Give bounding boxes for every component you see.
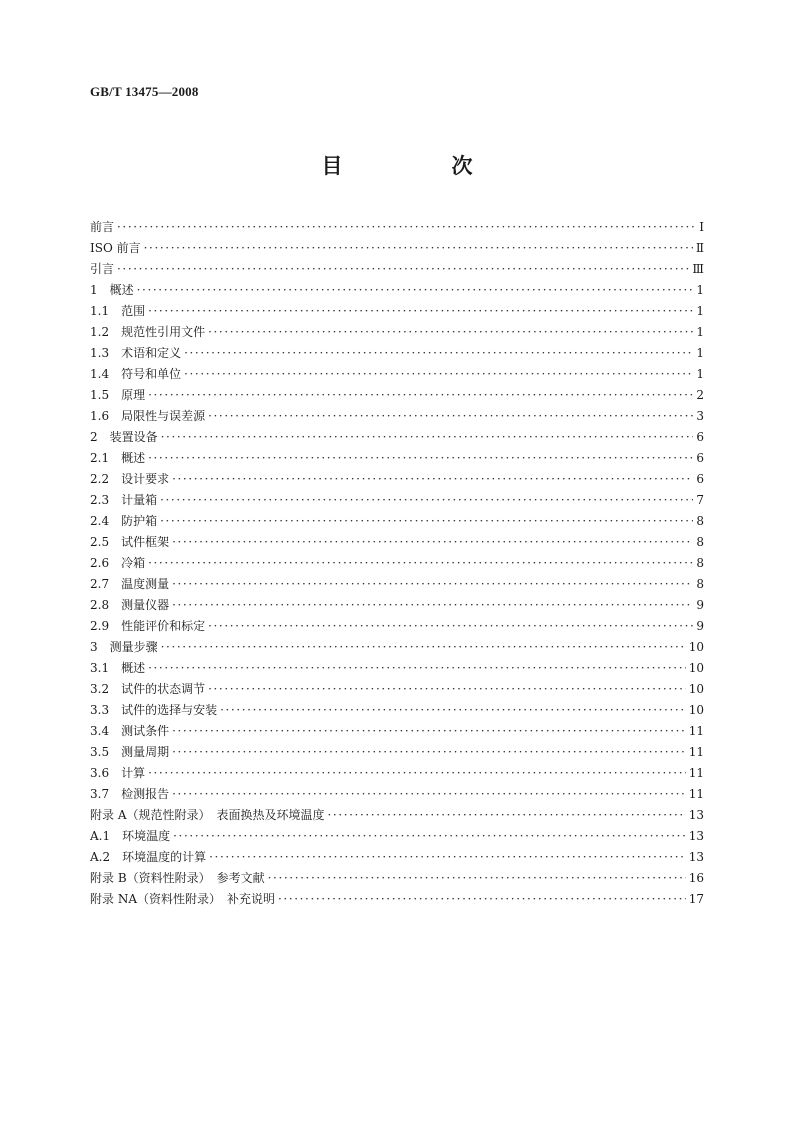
- toc-entry[interactable]: [90, 511, 704, 532]
- toc-entry-page-number: Ⅱ: [695, 241, 704, 255]
- toc-dot-leader: [209, 847, 686, 868]
- toc-entry[interactable]: [90, 406, 704, 427]
- toc-entry[interactable]: [90, 301, 704, 322]
- toc-entry-page-number: 13: [688, 850, 704, 864]
- toc-entry[interactable]: [90, 259, 704, 280]
- toc-entry[interactable]: [90, 322, 704, 343]
- toc-entry-page-number: 10: [688, 640, 704, 654]
- toc-entry[interactable]: [90, 784, 704, 805]
- toc-entry[interactable]: [90, 238, 704, 259]
- toc-dot-leader: [160, 511, 693, 532]
- toc-dot-leader: [148, 448, 693, 469]
- toc-dot-leader: [172, 532, 693, 553]
- toc-entry-page-number: 11: [688, 787, 704, 801]
- toc-entry-label: 1.5 原理: [90, 388, 146, 402]
- toc-entry[interactable]: [90, 595, 704, 616]
- toc-entry-label: 1.3 术语和定义: [90, 346, 182, 360]
- toc-entry-label: A.2 环境温度的计算: [90, 850, 207, 864]
- toc-dot-leader: [148, 763, 686, 784]
- toc-entry[interactable]: [90, 427, 704, 448]
- toc-entry[interactable]: [90, 364, 704, 385]
- toc-entry-label: 1 概述: [90, 283, 134, 297]
- toc-dot-leader: [117, 217, 696, 238]
- toc-entry-page-number: 16: [688, 871, 704, 885]
- page-title: 目 次: [321, 153, 517, 178]
- toc-dot-leader: [137, 280, 694, 301]
- toc-dot-leader: [172, 721, 686, 742]
- toc-dot-leader: [208, 406, 693, 427]
- toc-entry[interactable]: [90, 847, 704, 868]
- toc-entry-label: 2 装置设备: [90, 430, 158, 444]
- toc-dot-leader: [160, 490, 693, 511]
- toc-entry-page-number: 11: [688, 724, 704, 738]
- toc-entry[interactable]: [90, 742, 704, 763]
- toc-dot-leader: [117, 259, 689, 280]
- table-of-contents: [90, 217, 704, 910]
- toc-dot-leader: [172, 595, 693, 616]
- toc-entry-page-number: 1: [696, 304, 704, 318]
- toc-dot-leader: [172, 469, 693, 490]
- toc-dot-leader: [172, 742, 686, 763]
- toc-entry-page-number: 10: [688, 682, 704, 696]
- toc-entry-page-number: 9: [696, 619, 704, 633]
- toc-entry[interactable]: [90, 385, 704, 406]
- toc-entry[interactable]: [90, 868, 704, 889]
- toc-dot-leader: [184, 364, 693, 385]
- toc-entry-page-number: 10: [688, 703, 704, 717]
- toc-entry-label: 2.5 试件框架: [90, 535, 170, 549]
- toc-entry-page-number: 13: [688, 808, 704, 822]
- toc-entry-page-number: 1: [696, 367, 704, 381]
- toc-entry[interactable]: [90, 574, 704, 595]
- toc-entry[interactable]: [90, 469, 704, 490]
- toc-dot-leader: [327, 805, 685, 826]
- toc-dot-leader: [208, 616, 693, 637]
- toc-dot-leader: [148, 385, 693, 406]
- toc-entry-label: 1.1 范围: [90, 304, 146, 318]
- toc-dot-leader: [172, 574, 693, 595]
- toc-entry-label: 前言: [90, 220, 115, 234]
- toc-entry[interactable]: [90, 280, 704, 301]
- toc-entry-label: 附录 A（规范性附录） 表面换热及环境温度: [90, 808, 325, 822]
- toc-dot-leader: [278, 889, 686, 910]
- toc-entry[interactable]: [90, 889, 704, 910]
- toc-dot-leader: [148, 658, 686, 679]
- toc-entry[interactable]: [90, 490, 704, 511]
- toc-dot-leader: [161, 427, 694, 448]
- toc-entry-label: 引言: [90, 262, 115, 276]
- toc-dot-leader: [208, 322, 693, 343]
- toc-entry-page-number: 6: [696, 472, 704, 486]
- toc-entry-page-number: Ⅰ: [699, 220, 704, 234]
- toc-entry-page-number: 10: [688, 661, 704, 675]
- toc-entry-page-number: 17: [688, 892, 704, 906]
- toc-entry-label: 2.8 测量仪器: [90, 598, 170, 612]
- toc-entry-page-number: 13: [688, 829, 704, 843]
- toc-entry-label: 2.4 防护箱: [90, 514, 158, 528]
- toc-dot-leader: [148, 553, 693, 574]
- toc-entry-page-number: 6: [696, 451, 704, 465]
- toc-entry-label: 2.3 计量箱: [90, 493, 158, 507]
- toc-dot-leader: [148, 301, 693, 322]
- toc-entry-label: 2.6 冷箱: [90, 556, 146, 570]
- toc-entry-label: 2.9 性能评价和标定: [90, 619, 206, 633]
- toc-entry-label: 3.5 测量周期: [90, 745, 170, 759]
- toc-entry-page-number: 7: [696, 493, 704, 507]
- toc-entry-page-number: 1: [696, 283, 704, 297]
- toc-entry[interactable]: [90, 679, 704, 700]
- toc-dot-leader: [208, 679, 686, 700]
- toc-entry-page-number: 2: [696, 388, 704, 402]
- toc-dot-leader: [268, 868, 686, 889]
- standard-code: GB/T 13475—2008: [90, 84, 199, 99]
- toc-entry[interactable]: [90, 637, 704, 658]
- toc-entry-label: 附录 B（资料性附录） 参考文献: [90, 871, 265, 885]
- toc-entry-page-number: 9: [696, 598, 704, 612]
- toc-entry[interactable]: [90, 532, 704, 553]
- toc-entry[interactable]: [90, 826, 704, 847]
- toc-entry[interactable]: [90, 763, 704, 784]
- toc-entry-label: 3 测量步骤: [90, 640, 158, 654]
- toc-entry-label: ISO 前言: [90, 241, 141, 255]
- toc-entry-label: 附录 NA（资料性附录） 补充说明: [90, 892, 275, 906]
- toc-entry-label: 1.6 局限性与误差源: [90, 409, 206, 423]
- toc-entry-label: 3.2 试件的状态调节: [90, 682, 206, 696]
- toc-entry[interactable]: [90, 343, 704, 364]
- toc-entry-label: 2.2 设计要求: [90, 472, 170, 486]
- toc-entry[interactable]: [90, 721, 704, 742]
- toc-entry-label: A.1 环境温度: [90, 829, 171, 843]
- toc-dot-leader: [184, 343, 693, 364]
- toc-dot-leader: [172, 784, 686, 805]
- toc-entry-label: 3.6 计算: [90, 766, 146, 780]
- toc-entry[interactable]: [90, 217, 704, 238]
- toc-entry[interactable]: [90, 805, 704, 826]
- toc-entry-label: 2.7 温度测量: [90, 577, 170, 591]
- toc-dot-leader: [144, 238, 693, 259]
- toc-dot-leader: [173, 826, 686, 847]
- toc-entry-page-number: 3: [696, 409, 704, 423]
- toc-entry-label: 1.2 规范性引用文件: [90, 325, 206, 339]
- toc-entry-page-number: 6: [696, 430, 704, 444]
- toc-entry-page-number: 8: [696, 577, 704, 591]
- toc-entry-page-number: 1: [696, 346, 704, 360]
- toc-entry[interactable]: [90, 616, 704, 637]
- toc-entry[interactable]: [90, 553, 704, 574]
- toc-entry-label: 3.3 试件的选择与安装: [90, 703, 218, 717]
- toc-entry-label: 3.7 检测报告: [90, 787, 170, 801]
- toc-entry-page-number: 11: [688, 766, 704, 780]
- toc-entry-page-number: 8: [696, 514, 704, 528]
- toc-entry-page-number: 8: [696, 556, 704, 570]
- toc-entry-label: 2.1 概述: [90, 451, 146, 465]
- toc-dot-leader: [161, 637, 686, 658]
- toc-entry[interactable]: [90, 448, 704, 469]
- toc-entry-page-number: 11: [688, 745, 704, 759]
- toc-entry-label: 3.1 概述: [90, 661, 146, 675]
- toc-entry-page-number: Ⅲ: [692, 262, 704, 276]
- toc-dot-leader: [220, 700, 686, 721]
- toc-entry-page-number: 1: [696, 325, 704, 339]
- toc-entry-page-number: 8: [696, 535, 704, 549]
- toc-entry[interactable]: [90, 700, 704, 721]
- toc-entry[interactable]: [90, 658, 704, 679]
- toc-entry-label: 3.4 测试条件: [90, 724, 170, 738]
- toc-entry-label: 1.4 符号和单位: [90, 367, 182, 381]
